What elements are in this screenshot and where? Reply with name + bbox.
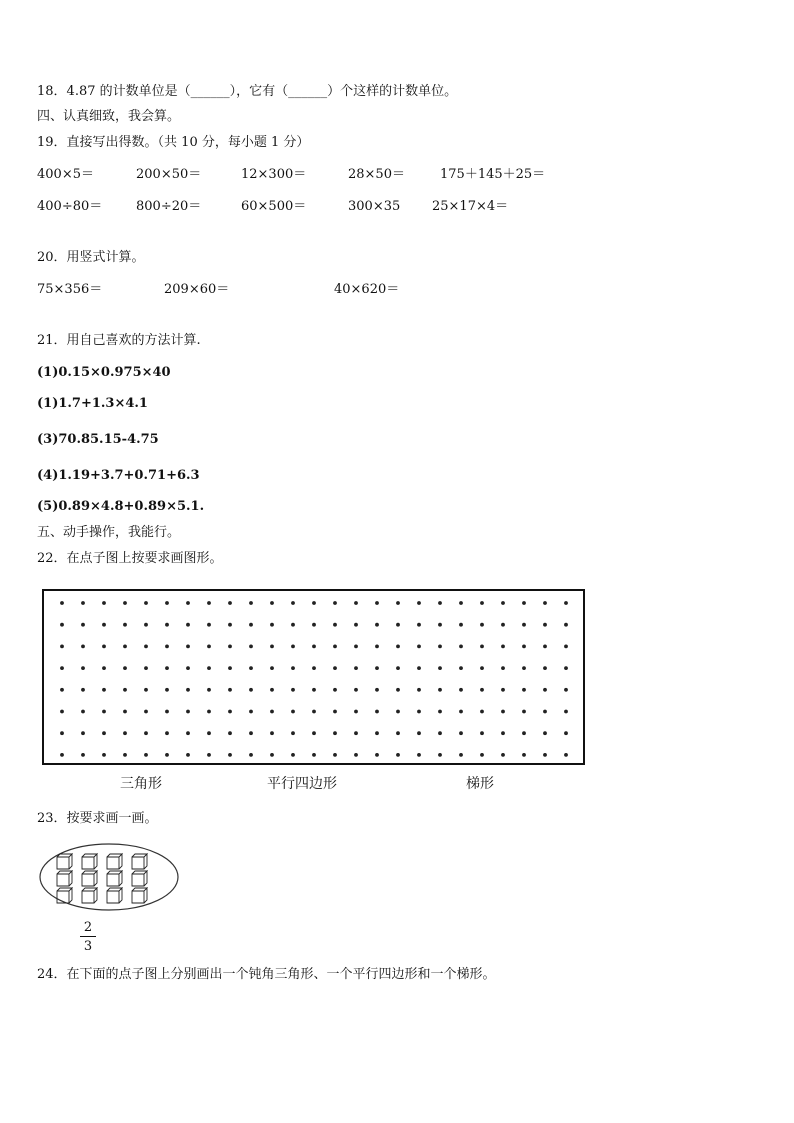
grid-dot	[165, 710, 169, 714]
grid-dot	[522, 688, 526, 692]
q19-expression: 28×50＝	[348, 167, 405, 182]
grid-dot	[81, 710, 85, 714]
grid-dot	[81, 623, 85, 627]
grid-dot	[333, 731, 337, 735]
grid-dot	[270, 753, 274, 757]
grid-dot	[501, 753, 505, 757]
fraction-bar	[80, 936, 96, 937]
grid-dot	[165, 666, 169, 670]
grid-dot	[522, 710, 526, 714]
grid-dot	[81, 645, 85, 649]
grid-dot	[207, 710, 211, 714]
q19-expression: 175＋145＋25＝	[440, 167, 546, 182]
cube-icon	[132, 871, 147, 886]
label-trapezoid: 梯形	[466, 776, 494, 792]
grid-dot	[417, 688, 421, 692]
q19-expression: 300×35	[348, 199, 401, 214]
grid-dot	[81, 601, 85, 605]
question-22-title: 22．在点子图上按要求画图形。	[37, 551, 223, 566]
cube-icon	[82, 854, 97, 869]
grid-dot	[501, 601, 505, 605]
grid-dot	[354, 688, 358, 692]
grid-dot	[123, 753, 127, 757]
grid-dot	[123, 731, 127, 735]
grid-dot	[123, 601, 127, 605]
grid-dot	[543, 731, 547, 735]
grid-dot	[375, 753, 379, 757]
grid-dot	[249, 601, 253, 605]
grid-dot	[312, 623, 316, 627]
grid-dot	[123, 623, 127, 627]
grid-dot	[81, 688, 85, 692]
grid-dot	[291, 710, 295, 714]
grid-dot	[312, 601, 316, 605]
grid-dot	[60, 601, 64, 605]
grid-dot	[522, 601, 526, 605]
grid-dot	[123, 645, 127, 649]
grid-dot	[165, 601, 169, 605]
grid-dot	[354, 623, 358, 627]
cube-icon	[82, 888, 97, 903]
grid-dot	[312, 645, 316, 649]
grid-dot	[312, 753, 316, 757]
grid-dot	[228, 623, 232, 627]
grid-dot	[249, 731, 253, 735]
grid-dot	[102, 731, 106, 735]
grid-dot	[228, 731, 232, 735]
grid-dot	[438, 731, 442, 735]
grid-dot	[228, 753, 232, 757]
grid-dot	[207, 731, 211, 735]
grid-dot	[333, 688, 337, 692]
grid-dot	[396, 688, 400, 692]
cube-icon	[57, 888, 72, 903]
grid-dot	[480, 688, 484, 692]
dot-grid-dots	[60, 601, 568, 757]
grid-dot	[291, 623, 295, 627]
grid-dot	[396, 601, 400, 605]
grid-dot	[207, 645, 211, 649]
q21-item: (1)0.15×0.975×40	[37, 365, 171, 380]
grid-dot	[564, 623, 568, 627]
grid-dot	[417, 710, 421, 714]
grid-dot	[480, 645, 484, 649]
grid-dot	[312, 710, 316, 714]
grid-dot	[438, 688, 442, 692]
dot-grid	[42, 589, 586, 767]
grid-dot	[123, 710, 127, 714]
grid-dot	[438, 601, 442, 605]
question-24-title: 24．在下面的点子图上分别画出一个钝角三角形、一个平行四边形和一个梯形。	[37, 967, 496, 982]
grid-dot	[480, 666, 484, 670]
fraction-numerator: 2	[83, 920, 93, 935]
grid-dot	[60, 731, 64, 735]
grid-dot	[228, 710, 232, 714]
grid-dot	[564, 601, 568, 605]
grid-dot	[501, 645, 505, 649]
grid-dot	[249, 666, 253, 670]
cube-icon	[107, 871, 122, 886]
grid-dot	[501, 710, 505, 714]
grid-dot	[102, 666, 106, 670]
grid-dot	[480, 753, 484, 757]
grid-dot	[186, 645, 190, 649]
grid-dot	[501, 623, 505, 627]
grid-dot	[543, 601, 547, 605]
q21-item: (3)70.85.15-4.75	[37, 432, 159, 447]
q21-item: (4)1.19+3.7+0.71+6.3	[37, 468, 200, 483]
q21-item: (5)0.89×4.8+0.89×5.1.	[37, 499, 205, 514]
grid-dot	[144, 601, 148, 605]
dot-grid-border	[43, 590, 584, 764]
grid-dot	[228, 688, 232, 692]
fraction-denominator: 3	[83, 939, 93, 954]
grid-dot	[417, 753, 421, 757]
grid-dot	[270, 623, 274, 627]
grid-dot	[102, 688, 106, 692]
grid-dot	[501, 731, 505, 735]
grid-dot	[186, 710, 190, 714]
grid-dot	[102, 710, 106, 714]
grid-dot	[312, 666, 316, 670]
grid-dot	[228, 666, 232, 670]
cube-icon	[132, 854, 147, 869]
grid-dot	[564, 753, 568, 757]
question-19-title: 19．直接写出得数。（共 10 分，每小题 1 分）	[37, 135, 310, 150]
grid-dot	[564, 710, 568, 714]
question-21-title: 21．用自己喜欢的方法计算.	[37, 333, 201, 348]
grid-dot	[375, 710, 379, 714]
grid-dot	[165, 688, 169, 692]
cube-icon	[132, 888, 147, 903]
grid-dot	[270, 645, 274, 649]
grid-dot	[249, 710, 253, 714]
grid-dot	[417, 731, 421, 735]
grid-dot	[396, 731, 400, 735]
grid-dot	[564, 731, 568, 735]
grid-dot	[270, 601, 274, 605]
q20-expression: 75×356＝	[37, 282, 103, 297]
grid-dot	[312, 688, 316, 692]
grid-dot	[144, 623, 148, 627]
grid-dot	[165, 753, 169, 757]
grid-dot	[417, 623, 421, 627]
grid-dot	[207, 688, 211, 692]
cube-group	[57, 854, 147, 903]
grid-dot	[249, 688, 253, 692]
grid-dot	[270, 710, 274, 714]
q19-expression: 800÷20＝	[136, 199, 202, 214]
grid-dot	[354, 710, 358, 714]
label-parallelogram: 平行四边形	[267, 776, 337, 792]
grid-dot	[60, 753, 64, 757]
grid-dot	[438, 623, 442, 627]
grid-dot	[333, 623, 337, 627]
grid-dot	[270, 666, 274, 670]
grid-dot	[375, 731, 379, 735]
grid-dot	[144, 688, 148, 692]
grid-dot	[60, 688, 64, 692]
grid-dot	[354, 666, 358, 670]
grid-dot	[81, 731, 85, 735]
grid-dot	[501, 666, 505, 670]
grid-dot	[81, 666, 85, 670]
grid-dot	[480, 710, 484, 714]
grid-dot	[228, 601, 232, 605]
grid-dot	[375, 623, 379, 627]
grid-dot	[543, 645, 547, 649]
question-20-title: 20．用竖式计算。	[37, 250, 145, 265]
grid-dot	[249, 645, 253, 649]
grid-dot	[186, 666, 190, 670]
grid-dot	[354, 753, 358, 757]
grid-dot	[375, 601, 379, 605]
grid-dot	[564, 666, 568, 670]
grid-dot	[228, 645, 232, 649]
grid-dot	[417, 666, 421, 670]
cubes-in-oval-figure	[38, 842, 180, 912]
grid-dot	[333, 666, 337, 670]
grid-dot	[522, 731, 526, 735]
grid-dot	[522, 623, 526, 627]
grid-dot	[186, 731, 190, 735]
grid-dot	[123, 666, 127, 670]
grid-dot	[459, 645, 463, 649]
q21-item: (1)1.7+1.3×4.1	[37, 396, 148, 411]
grid-dot	[291, 601, 295, 605]
grid-dot	[396, 645, 400, 649]
grid-dot	[522, 645, 526, 649]
grid-dot	[291, 645, 295, 649]
grid-dot	[438, 645, 442, 649]
grid-dot	[291, 688, 295, 692]
grid-dot	[396, 666, 400, 670]
grid-dot	[207, 601, 211, 605]
cube-icon	[82, 871, 97, 886]
q20-expression: 209×60＝	[164, 282, 230, 297]
grid-dot	[144, 753, 148, 757]
section-4-heading: 四、认真细致，我会算。	[37, 109, 181, 124]
grid-dot	[543, 688, 547, 692]
grid-dot	[564, 688, 568, 692]
grid-dot	[270, 688, 274, 692]
grid-dot	[333, 710, 337, 714]
grid-dot	[165, 645, 169, 649]
grid-dot	[396, 753, 400, 757]
q19-expression: 200×50＝	[136, 167, 202, 182]
grid-dot	[543, 710, 547, 714]
grid-dot	[543, 666, 547, 670]
grid-dot	[102, 753, 106, 757]
grid-dot	[123, 688, 127, 692]
grid-dot	[438, 666, 442, 670]
grid-dot	[333, 645, 337, 649]
grid-dot	[459, 601, 463, 605]
grid-dot	[438, 753, 442, 757]
grid-dot	[417, 645, 421, 649]
grid-dot	[60, 666, 64, 670]
grid-dot	[144, 731, 148, 735]
grid-dot	[81, 753, 85, 757]
grid-dot	[375, 645, 379, 649]
q19-expression: 400÷80＝	[37, 199, 103, 214]
grid-dot	[522, 753, 526, 757]
grid-dot	[291, 731, 295, 735]
grid-dot	[165, 623, 169, 627]
grid-dot	[186, 601, 190, 605]
q19-expression: 12×300＝	[241, 167, 307, 182]
section-5-heading: 五、动手操作，我能行。	[37, 525, 181, 540]
grid-dot	[564, 645, 568, 649]
grid-dot	[459, 623, 463, 627]
grid-dot	[186, 753, 190, 757]
grid-dot	[354, 645, 358, 649]
grid-dot	[396, 710, 400, 714]
cube-icon	[107, 854, 122, 869]
cube-icon	[57, 871, 72, 886]
grid-dot	[144, 645, 148, 649]
grid-dot	[480, 731, 484, 735]
grid-dot	[480, 601, 484, 605]
grid-dot	[249, 753, 253, 757]
grid-dot	[375, 666, 379, 670]
grid-dot	[501, 688, 505, 692]
grid-dot	[249, 623, 253, 627]
fraction-two-thirds	[80, 920, 96, 954]
grid-dot	[459, 666, 463, 670]
grid-dot	[102, 623, 106, 627]
q19-expression: 25×17×4＝	[432, 199, 509, 214]
cube-icon	[107, 888, 122, 903]
grid-dot	[459, 753, 463, 757]
grid-dot	[459, 710, 463, 714]
grid-dot	[165, 731, 169, 735]
grid-dot	[522, 666, 526, 670]
grid-dot	[396, 623, 400, 627]
grid-dot	[270, 731, 274, 735]
grid-dot	[186, 623, 190, 627]
grid-dot	[144, 666, 148, 670]
grid-dot	[459, 688, 463, 692]
grid-dot	[60, 623, 64, 627]
grid-dot	[60, 645, 64, 649]
grid-dot	[543, 623, 547, 627]
grid-dot	[207, 753, 211, 757]
label-triangle: 三角形	[120, 776, 162, 792]
grid-dot	[312, 731, 316, 735]
grid-dot	[354, 731, 358, 735]
grid-dot	[186, 688, 190, 692]
grid-dot	[459, 731, 463, 735]
question-18: 18．4.87 的计数单位是（______），它有（______）个这样的计数单位。	[37, 84, 458, 99]
q19-expression: 400×5＝	[37, 167, 94, 182]
grid-dot	[417, 601, 421, 605]
grid-dot	[333, 753, 337, 757]
grid-dot	[291, 666, 295, 670]
grid-dot	[438, 710, 442, 714]
grid-dot	[60, 710, 64, 714]
grid-dot	[207, 623, 211, 627]
grid-dot	[543, 753, 547, 757]
q19-expression: 60×500＝	[241, 199, 307, 214]
question-23-title: 23．按要求画一画。	[37, 811, 158, 826]
cube-icon	[57, 854, 72, 869]
grid-dot	[333, 601, 337, 605]
grid-dot	[207, 666, 211, 670]
grid-dot	[354, 601, 358, 605]
grid-dot	[291, 753, 295, 757]
q20-expression: 40×620＝	[334, 282, 400, 297]
grid-dot	[102, 601, 106, 605]
grid-dot	[480, 623, 484, 627]
grid-dot	[102, 645, 106, 649]
grid-dot	[144, 710, 148, 714]
grid-dot	[375, 688, 379, 692]
